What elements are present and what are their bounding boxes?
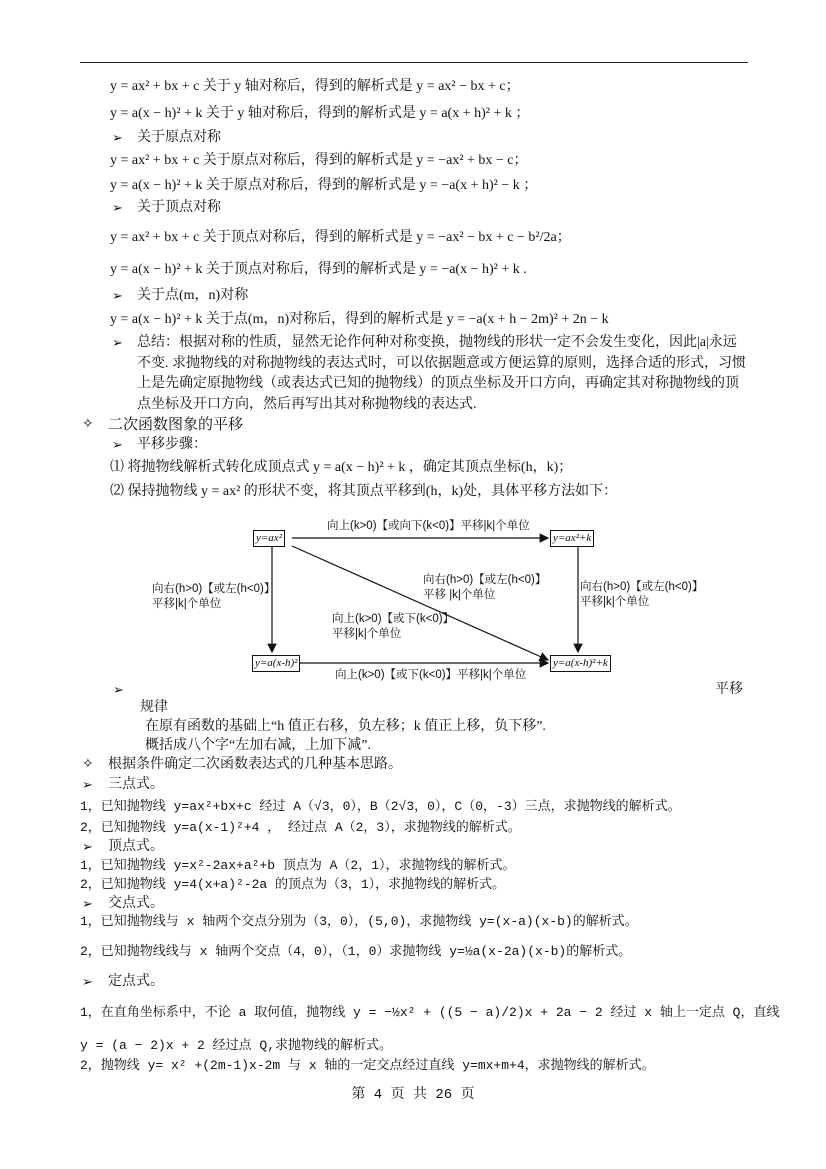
arrow-bullet-icon: ➢ — [82, 777, 93, 792]
label-right-1: 向右(h>0)【或左(h<0)】 — [580, 581, 704, 593]
rule-line: 在原有函数的基础上“h 值正右移，负左移；k 值正上移，负下移”. — [145, 719, 546, 734]
arrow-bullet-icon: ➢ — [113, 682, 124, 697]
formula-line: y = ax² + bx + c 关于 y 轴对称后，得到的解析式是 y = ax² − bx + c； — [110, 79, 520, 94]
arrow-bullet-icon: ➢ — [82, 896, 93, 911]
arrow-bullet-icon: ➢ — [112, 288, 123, 303]
formula-line: y = a(x − h)² + k 关于顶点对称后，得到的解析式是 y = −a(x − h)² + k . — [110, 262, 527, 277]
problem-line: 1，已知抛物线与 x 轴两个交点分别为（3，0），(5,0)，求抛物线 y=(x-a)(x-b)的解析式。 — [80, 914, 638, 929]
arrow-bullet-icon: ➢ — [112, 130, 123, 145]
problem-line: 1，已知抛物线 y=x²-2ax+a²+b 顶点为 A（2，1），求抛物线的解析式。 — [80, 858, 516, 873]
section-heading: 关于原点对称 — [137, 130, 221, 145]
method-title: 定点式。 — [108, 974, 164, 989]
arrow-bullet-icon: ➢ — [112, 200, 123, 215]
arrow-diagonal — [292, 546, 548, 660]
arrow-bullet-icon: ➢ — [112, 437, 123, 452]
rule-heading-part: 规律 — [140, 700, 168, 715]
method-title: 三点式。 — [108, 777, 164, 792]
box-y-ax2: y=ax² — [253, 530, 285, 547]
problem-line: 2，已知抛物线线与 x 轴两个交点（4，0），（1，0）求抛物线 y=½a(x-2a)(x-b)的解析式。 — [80, 944, 632, 959]
problem-line: y = (a − 2)x + 2 经过点 Q,求抛物线的解析式。 — [80, 1038, 393, 1053]
label-middle-1: 向上(k>0)【或下(k<0)】 — [332, 613, 455, 625]
diamond-bullet-icon: ✧ — [82, 757, 94, 772]
rule-heading-part: 平移 — [715, 682, 743, 697]
box-y-a-x-h-2-k: y=a(x-h)²+k — [550, 655, 611, 672]
problem-line: 2，已知抛物线 y=a(x-1)²+4 ， 经过点 A（2，3），求抛物线的解析式。 — [80, 820, 521, 835]
formula-line: y = ax² + bx + c 关于原点对称后，得到的解析式是 y = −ax² + bx − c； — [110, 153, 528, 168]
label-top: 向上(k>0)【或向下(k<0)】平移|k|个单位 — [327, 520, 530, 532]
arrow-bullet-icon: ➢ — [82, 974, 93, 989]
arrow-bullet-icon: ➢ — [112, 335, 123, 350]
label-diagonal-2: 平移 |k|个单位 — [423, 589, 496, 601]
summary-paragraph: 总结：根据对称的性质，显然无论作何种对称变换，抛物线的形状一定不会发生变化，因此|a|永远不变. 求抛物线的对称抛物线的表达式时，可以依据题意或方便运算的原则，选择合适的形式，习惯上是先确定原抛物线（或表达式已知的抛物线）的顶点坐标及开口方向，再确定其对称抛物线的顶点坐标及开口方向，然后再写出其对称抛物线的表达式. — [137, 335, 746, 412]
label-diagonal-1: 向右(h>0)【或左(h<0)】 — [423, 574, 547, 586]
formula-line: y = a(x − h)² + k 关于点(m，n)对称后，得到的解析式是 y = −a(x + h − 2m)² + 2n − k — [110, 312, 609, 327]
arrow-bullet-icon: ➢ — [82, 839, 93, 854]
section-heading: 根据条件确定二次函数表达式的几种基本思路。 — [108, 757, 402, 772]
box-y-ax2-k: y=ax²+k — [550, 530, 594, 547]
subheading: 平移步骤： — [137, 437, 207, 452]
method-title: 顶点式。 — [108, 839, 164, 854]
diamond-bullet-icon: ✧ — [82, 417, 94, 432]
formula-line: y = ax² + bx + c 关于顶点对称后，得到的解析式是 y = −ax² − bx + c − b²/2a； — [110, 230, 571, 245]
section-heading: 关于顶点对称 — [137, 200, 221, 215]
problem-line: 1，在直角坐标系中，不论 a 取何值，抛物线 y = −½x² + ((5 − a)/2)x + 2a − 2 经过 x 轴上一定点 Q，直线 — [80, 1005, 780, 1020]
label-middle-2: 平移|k|个单位 — [332, 628, 402, 640]
rule-line: 概括成八个字“左加右减，上加下减”. — [145, 738, 371, 753]
page-footer: 第 4 页 共 26 页 — [351, 1087, 475, 1103]
step-line: ⑵ 保持抛物线 y = ax² 的形状不变，将其顶点平移到(h，k)处，具体平移方法如下： — [110, 484, 618, 499]
section-heading: 二次函数图象的平移 — [108, 417, 244, 433]
step-line: ⑴ 将抛物线解析式转化成顶点式 y = a(x − h)² + k ，确定其顶点坐标(h，k)； — [110, 460, 573, 475]
box-y-a-x-h-2: y=a(x-h)² — [252, 655, 300, 672]
formula-line: y = a(x − h)² + k 关于原点对称后，得到的解析式是 y = −a(x + h)² − k ； — [110, 178, 538, 193]
problem-line: 2，已知抛物线 y=4(x+a)²-2a 的顶点为（3，1），求抛物线的解析式。 — [80, 877, 506, 892]
label-bottom: 向上(k>0)【或下(k<0)】平移|k|个单位 — [335, 669, 527, 681]
label-right-2: 平移|k|个单位 — [580, 596, 650, 608]
section-heading: 关于点(m，n)对称 — [137, 288, 249, 303]
label-left-1: 向右(h>0)【或左(h<0)】 — [152, 583, 276, 595]
method-title: 交点式。 — [108, 896, 164, 911]
problem-line: 2，抛物线 y= x² +(2m-1)x-2m 与 x 轴的一定交点经过直线 y=mx+m+4，求抛物线的解析式。 — [80, 1058, 655, 1073]
problem-line: 1，已知抛物线 y=ax²+bx+c 经过 A（√3，0），B（2√3，0），C（0，-3）三点，求抛物线的解析式。 — [80, 799, 681, 814]
label-left-2: 平移|k|个单位 — [152, 598, 222, 610]
formula-line: y = a(x − h)² + k 关于 y 轴对称后，得到的解析式是 y = a(x + h)² + k ； — [110, 106, 530, 121]
